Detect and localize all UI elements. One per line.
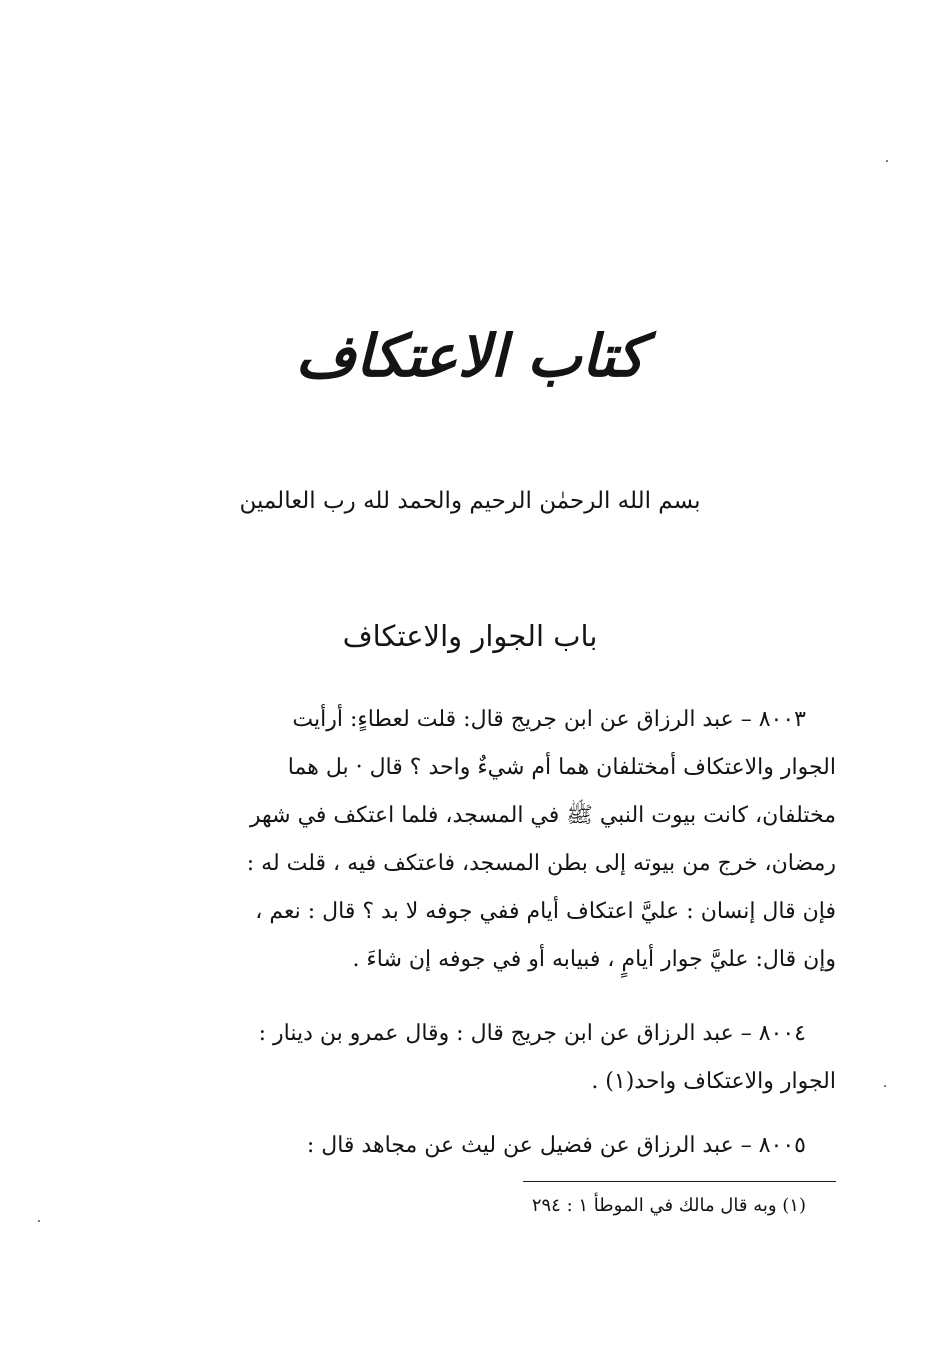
chapter-title: باب الجوار والاعتكاف [342, 619, 598, 653]
hadith-line: الجوار والاعتكاف واحد(١) . [591, 1069, 836, 1094]
scan-speck [38, 1220, 40, 1222]
footnote: (١) وبه قال مالك في الموطأ ١ : ٢٩٤ [531, 1195, 806, 1216]
hadith-line: ٨٠٠٤ – عبد الرزاق عن ابن جريج قال : وقال عمرو بن دينار : [258, 1021, 806, 1046]
hadith-line: رمضان، خرج من بيوته إلى بطن المسجد، فاعتكف فيه ، قلت له : [246, 851, 836, 876]
hadith-line: وإن قال: عليَّ جوار أيامٍ ، فبيابه أو في جوفه إن شاءَ . [352, 947, 836, 972]
hadith-8005 [168, 1122, 836, 1170]
hadith-line: الجوار والاعتكاف أمختلفان هما أم شيءٌ واحد ؟ قال · بل هما [287, 755, 836, 780]
basmala: بسم الله الرحمٰن الرحيم والحمد لله رب العالمين [239, 488, 701, 514]
hadith-line: ٨٠٠٣ – عبد الرزاق عن ابن جريج قال: قلت لعطاءٍ: أرأيت [292, 707, 806, 732]
scan-speck [884, 1085, 886, 1087]
hadith-line: فإن قال إنسان : عليَّ اعتكاف أيام ففي جوفه لا بد ؟ قال : نعم ، [255, 899, 836, 924]
footnote-divider [523, 1181, 836, 1182]
hadith-8003 [168, 696, 836, 984]
book-title: كتاب الاعتكاف [295, 322, 645, 390]
hadith-line: ٨٠٠٥ – عبد الرزاق عن فضيل عن ليث عن مجاهد قال : [306, 1133, 806, 1158]
scan-speck [886, 160, 888, 162]
hadith-8004 [168, 1010, 836, 1106]
hadith-line: مختلفان، كانت بيوت النبي ﷺ في المسجد، فلما اعتكف في شهر [249, 803, 836, 828]
